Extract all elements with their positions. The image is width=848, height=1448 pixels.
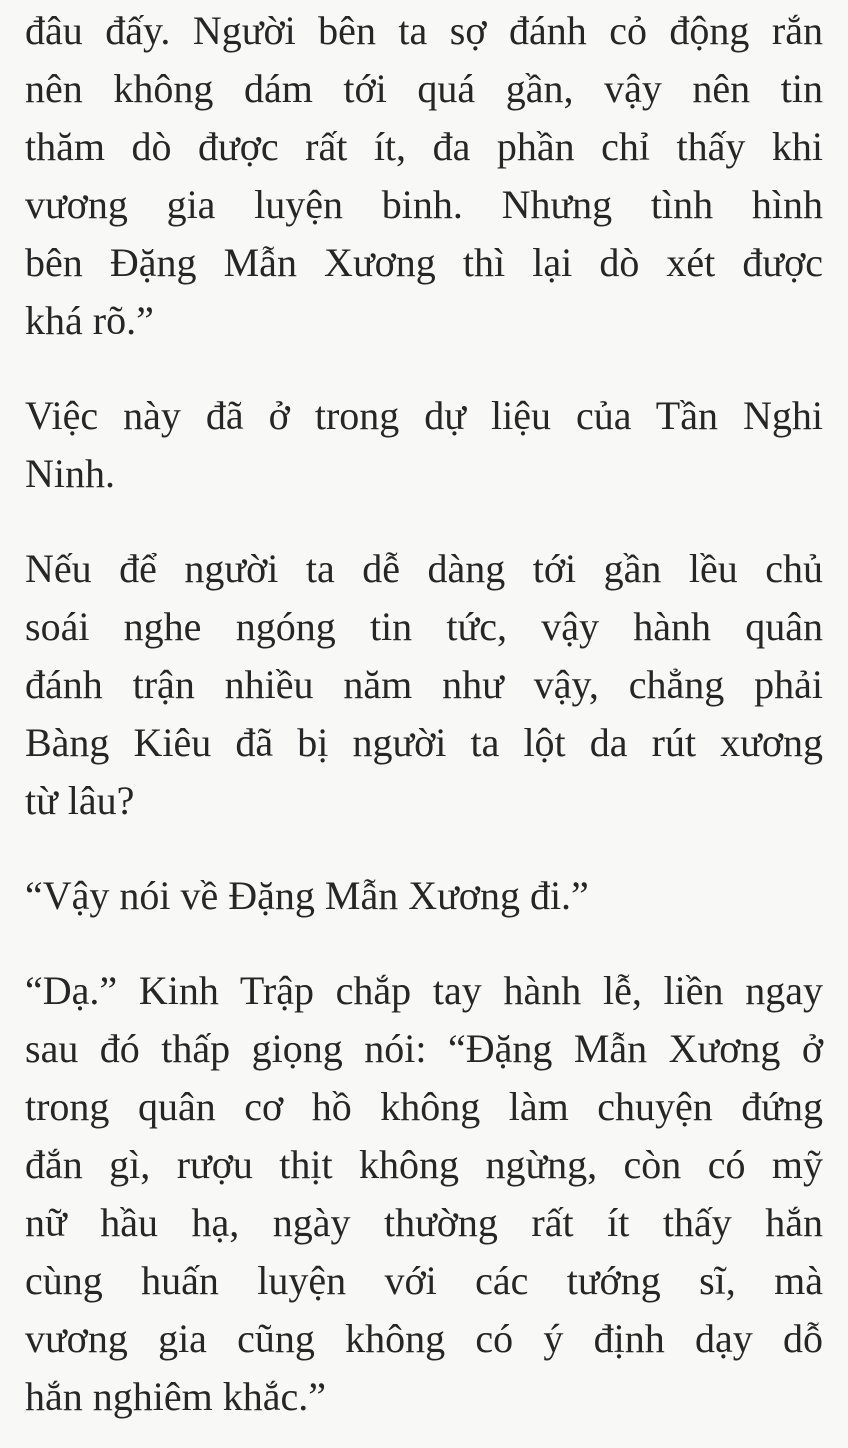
text-line: soái nghe ngóng tin tức, vậy hành quân [25, 604, 823, 649]
text-line: đắn gì, rượu thịt không ngừng, còn có mỹ [25, 1142, 823, 1187]
paragraph [25, 387, 823, 503]
text-line: thăm dò được rất ít, đa phần chỉ thấy khi [25, 124, 823, 169]
paragraph [25, 2, 823, 350]
text-line: “Dạ.” Kinh Trập chắp tay hành lễ, liền ngay [25, 968, 823, 1013]
reading-content [25, 2, 823, 1426]
paragraph [25, 962, 823, 1426]
paragraph [25, 540, 823, 830]
text-line: Việc này đã ở trong dự liệu của Tần Nghi [25, 393, 823, 438]
text-line: hắn nghiêm khắc.” [25, 1374, 326, 1419]
text-line: nữ hầu hạ, ngày thường rất ít thấy hắn [25, 1200, 823, 1245]
text-line: đánh trận nhiều năm như vậy, chẳng phải [25, 662, 823, 707]
text-line: khá rõ.” [25, 298, 154, 343]
text-line: vương gia cũng không có ý định dạy dỗ [25, 1316, 823, 1361]
text-line: trong quân cơ hồ không làm chuyện đứng [25, 1084, 823, 1129]
text-line: đâu đấy. Người bên ta sợ đánh cỏ động rắn [25, 8, 823, 53]
paragraph [25, 867, 823, 925]
text-line: từ lâu? [25, 778, 135, 823]
text-line: bên Đặng Mẫn Xương thì lại dò xét được [25, 240, 823, 285]
text-line: Bàng Kiêu đã bị người ta lột da rút xương [25, 720, 823, 765]
text-line: “Vậy nói về Đặng Mẫn Xương đi.” [25, 873, 589, 918]
text-line: cùng huấn luyện với các tướng sĩ, mà [25, 1258, 823, 1303]
text-line: vương gia luyện binh. Nhưng tình hình [25, 182, 823, 227]
text-line: Ninh. [25, 451, 115, 496]
text-line: Nếu để người ta dễ dàng tới gần lều chủ [25, 546, 823, 591]
text-line: nên không dám tới quá gần, vậy nên tin [25, 66, 823, 111]
text-line: sau đó thấp giọng nói: “Đặng Mẫn Xương ở [25, 1026, 823, 1071]
